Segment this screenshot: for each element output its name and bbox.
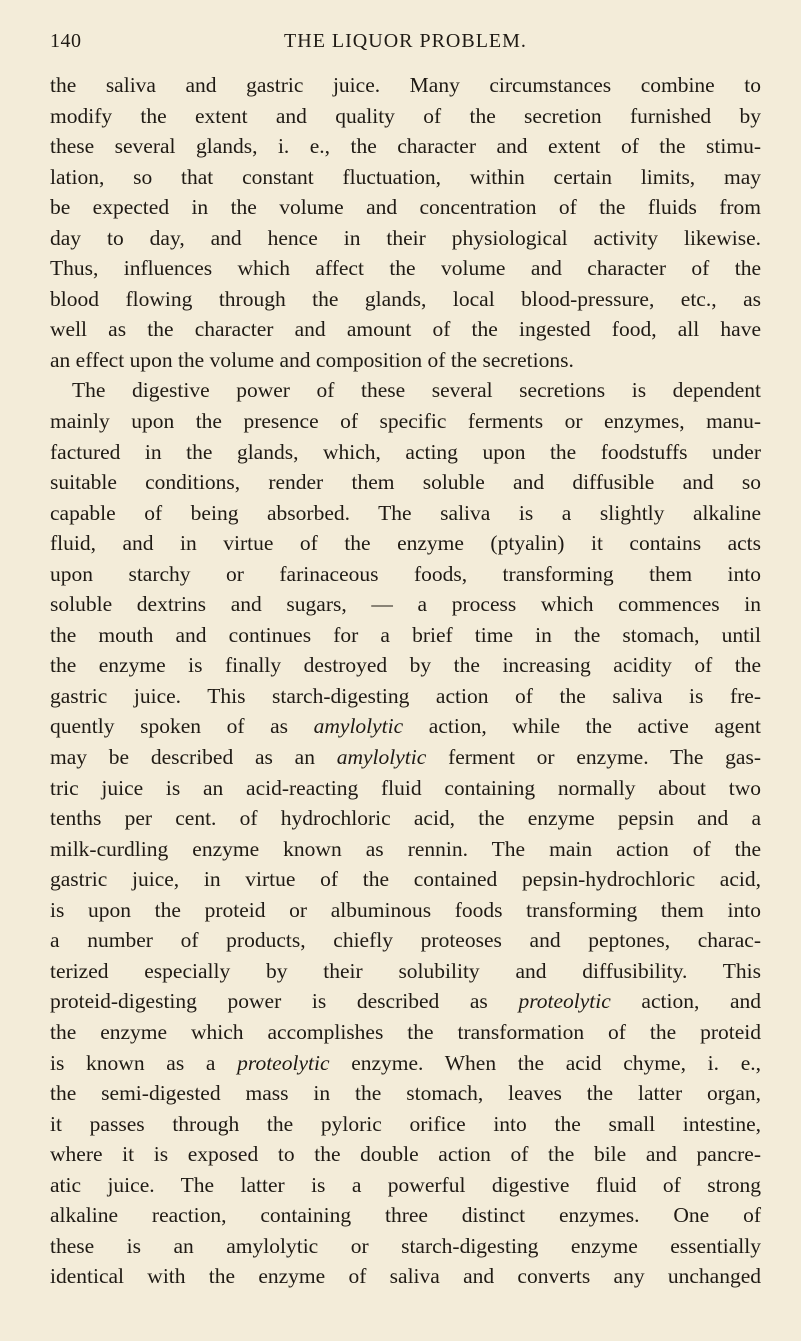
- text-line: the enzyme is finally destroyed by the increasing acidity of the: [50, 653, 761, 678]
- text-line: well as the character and amount of the ingested food, all have: [50, 317, 761, 342]
- text-line: a number of products, chiefly proteoses and peptones, charac-: [50, 928, 761, 953]
- text-line: modify the extent and quality of the secretion furnished by: [50, 103, 761, 128]
- text-line: tric juice is an acid-reacting fluid containing normally about two: [50, 775, 761, 800]
- running-head: THE LIQUOR PROBLEM.: [284, 30, 527, 52]
- text-line: atic juice. The latter is a powerful digestive fluid of strong: [50, 1172, 761, 1197]
- text-line: proteid-digesting power is described as proteolytic action, and: [50, 989, 762, 1014]
- text-line: gastric juice, in virtue of the contained pepsin-hydrochloric acid,: [50, 867, 761, 892]
- text-line: suitable conditions, render them soluble and diffusible and so: [50, 470, 761, 495]
- text-line: milk-curdling enzyme known as rennin. The main action of the: [50, 836, 761, 861]
- text-line: it passes through the pyloric orifice into the small intestine,: [50, 1111, 761, 1136]
- text-line: terized especially by their solubility and diffusibility. This: [50, 958, 761, 983]
- text-line: the saliva and gastric juice. Many circumstances combine to: [50, 73, 761, 97]
- text-line: capable of being absorbed. The saliva is a slightly alkaline: [50, 500, 761, 525]
- body-text: [50, 70, 761, 1292]
- text-line: identical with the enzyme of saliva and converts any unchanged: [50, 1264, 761, 1289]
- text-line: alkaline reaction, containing three distinct enzymes. One of: [50, 1203, 761, 1228]
- text-line: is upon the proteid or albuminous foods transforming them into: [50, 897, 761, 922]
- text-line: soluble dextrins and sugars, — a process which commences in: [50, 592, 761, 617]
- text-line: factured in the glands, which, acting upon the foodstuffs under: [50, 439, 761, 464]
- text-line: fluid, and in virtue of the enzyme (ptyalin) it contains acts: [50, 531, 761, 556]
- text-line: lation, so that constant fluctuation, within certain limits, may: [50, 164, 761, 189]
- text-line: may be described as an amylolytic ferment or enzyme. The gas-: [50, 745, 761, 770]
- page-header: [50, 30, 761, 60]
- page-number: 140: [50, 30, 82, 52]
- text-line: these is an amylolytic or starch-digesting enzyme essentially: [50, 1233, 761, 1258]
- text-line: is known as a proteolytic enzyme. When the acid chyme, i. e.,: [50, 1050, 761, 1075]
- text-line: the enzyme which accomplishes the transformation of the proteid: [50, 1019, 761, 1044]
- text-line: day to day, and hence in their physiological activity likewise.: [50, 225, 761, 250]
- text-line: The digestive power of these several secretions is dependent: [72, 378, 761, 403]
- text-line: gastric juice. This starch-digesting action of the saliva is fre-: [50, 683, 761, 708]
- text-line: mainly upon the presence of specific ferments or enzymes, manu-: [50, 409, 761, 434]
- text-line: the semi-digested mass in the stomach, leaves the latter organ,: [50, 1081, 761, 1106]
- text-line: be expected in the volume and concentration of the fluids from: [50, 195, 761, 220]
- text-line: upon starchy or farinaceous foods, transforming them into: [50, 561, 761, 586]
- text-line: where it is exposed to the double action of the bile and pancre-: [50, 1142, 761, 1167]
- text-line: Thus, influences which affect the volume and character of the: [50, 256, 761, 281]
- text-line: the mouth and continues for a brief time in the stomach, until: [50, 622, 761, 647]
- text-line: blood flowing through the glands, local blood-pressure, etc., as: [50, 286, 761, 311]
- text-line: these several glands, i. e., the character and extent of the stimu-: [50, 134, 761, 159]
- text-line: tenths per cent. of hydrochloric acid, the enzyme pepsin and a: [50, 806, 761, 831]
- text-line: an effect upon the volume and composition of the secretions.: [50, 347, 574, 372]
- text-line: quently spoken of as amylolytic action, while the active agent: [50, 714, 762, 739]
